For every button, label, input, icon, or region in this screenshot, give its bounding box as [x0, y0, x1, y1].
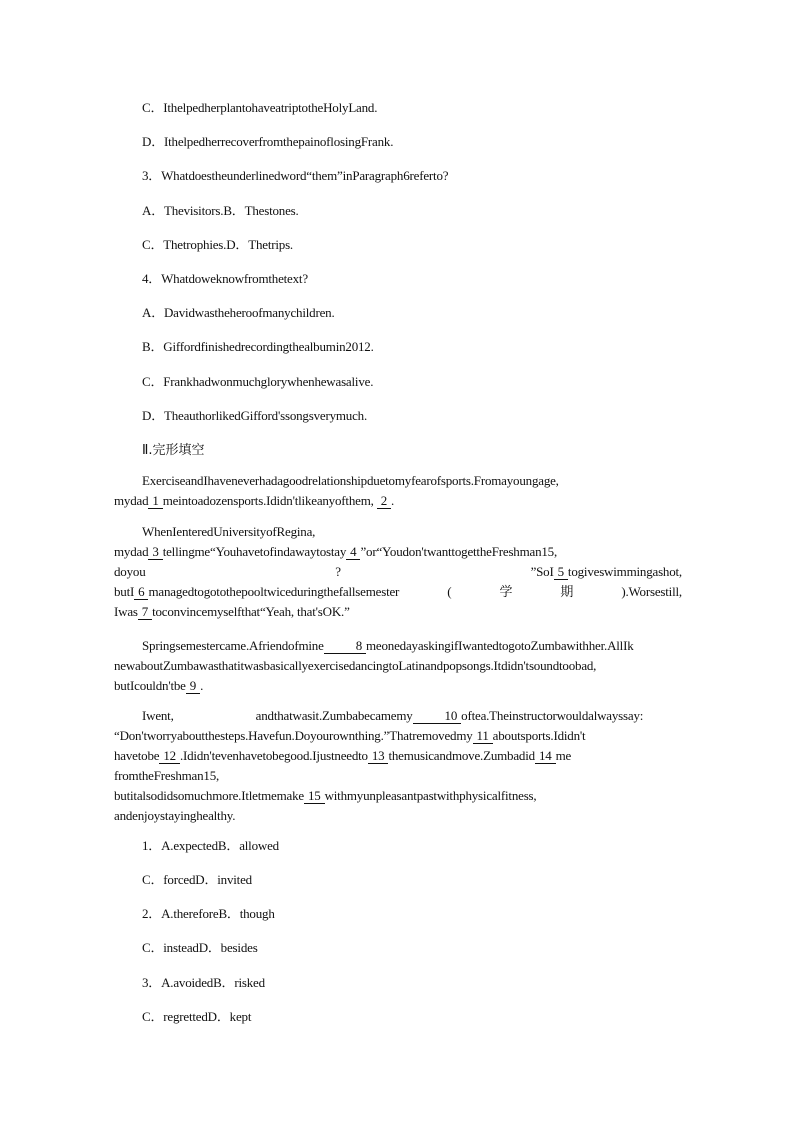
choice-1-cd: C．forcedD．invited — [142, 872, 252, 887]
text-run: . — [200, 678, 204, 693]
blank-5: 5 — [554, 565, 568, 580]
paragraph-line — [114, 582, 682, 602]
paragraph-line: WhenIenteredUniversityofRegina, — [142, 524, 316, 539]
choice-3-ab: 3．A.avoidedB．risked — [142, 975, 265, 990]
text-run — [531, 562, 682, 582]
q3-options-ab: A．Thevisitors.B．Thestones. — [142, 203, 299, 218]
text-run: 学 — [499, 584, 513, 599]
text-run: mydad — [114, 544, 149, 559]
text-run: managedtogotothepooltwiceduringthefallsemester — [148, 584, 400, 599]
choice-2-cd: C．insteadD．besides — [142, 940, 258, 955]
passage-paragraph-3 — [114, 636, 682, 696]
passage-paragraph-1 — [114, 471, 682, 511]
blank-1: 1 — [148, 494, 162, 509]
text-run: ? — [335, 564, 341, 579]
paragraph-line — [114, 562, 682, 582]
blank-6: 6 — [134, 585, 148, 600]
text-run: butitalsodidsomuchmore.Itletmemake — [114, 788, 304, 803]
text-run: ”SoI — [530, 564, 554, 579]
text-run: 期 — [560, 584, 574, 599]
text-run: ).Worsestill, — [621, 584, 682, 599]
q2-option-c: C．IthelpedherplantohaveatriptotheHolyLand. — [142, 100, 378, 115]
text-run: togiveswimmingashot, — [567, 564, 682, 579]
q3-options-cd: C．Thetrophies.D．Thetrips. — [142, 237, 293, 252]
text-run: ( — [447, 584, 452, 599]
paragraph-line — [114, 602, 682, 622]
text-run: ”or“Youdon'twanttogettheFreshman15, — [360, 544, 558, 559]
blank-13: 13 — [368, 749, 389, 764]
q4-stem: 4．Whatdoweknowfromthetext? — [142, 271, 308, 286]
choice-3-cd: C．regrettedD．kept — [142, 1009, 252, 1024]
paragraph-line — [114, 491, 682, 511]
text-run: themusicandmove.Zumbadid — [388, 748, 535, 763]
blank-3: 3 — [148, 545, 162, 560]
q3-stem: 3．Whatdoestheunderlinedword“them”inParagraph6referto? — [142, 168, 449, 183]
blank-15: 15 — [304, 789, 325, 804]
paragraph-line: andenjoystayinghealthy. — [114, 808, 236, 823]
text-run: withmyunpleasantpastwithphysicalfitness, — [324, 788, 537, 803]
text-run: tellingme“Youhavetofindawaytostay — [162, 544, 347, 559]
blank-8: 8 — [324, 639, 366, 654]
q4-option-a: A．Davidwastheheroofmanychildren. — [142, 305, 335, 320]
paragraph-line: newaboutZumbawasthatitwasbasicallyexercisedancingtoLatinandpopsongs.Itdidn'tsoundtoobad, — [114, 658, 597, 673]
blank-11: 11 — [473, 729, 493, 744]
q4-option-d: D．TheauthorlikedGifford'ssongsverymuch. — [142, 408, 368, 423]
text-run: Springsemestercame.Afriendofmine — [142, 638, 324, 653]
text-run: meintoadozensports.Ididn'tlikeanyofthem, — [162, 493, 374, 508]
paragraph-line — [114, 786, 682, 806]
blank-14: 14 — [535, 749, 556, 764]
passage-paragraph-4 — [114, 706, 682, 826]
text-run: “Don'tworryaboutthesteps.Havefun.Doyourownthing.”Thatremovedmy — [114, 728, 473, 743]
text-run: doyou — [114, 564, 146, 579]
paragraph-line — [114, 726, 682, 746]
blank-7: 7 — [138, 605, 152, 620]
blank-4: 4 — [346, 545, 360, 560]
blank-2: 2 — [377, 494, 391, 509]
choice-1-ab: 1．A.expectedB．allowed — [142, 838, 279, 853]
blank-10: 10 — [413, 709, 462, 724]
paragraph-line — [114, 636, 682, 656]
paragraph-line: ExerciseandIhaveneverhadagoodrelationshipduetomyfearofsports.Fromayoungage, — [142, 473, 559, 488]
text-run: Iwas — [114, 604, 138, 619]
text-run — [114, 582, 399, 602]
q4-option-c: C．Frankhadwonmuchglorywhenhewasalive. — [142, 374, 374, 389]
text-run: toconvincemyselfthat“Yeah, that'sOK.” — [152, 604, 350, 619]
section-title: Ⅱ.完形填空 — [142, 443, 205, 458]
text-run: oftea.Theinstructorwouldalwayssay: — [461, 708, 644, 723]
text-run: Iwent, — [142, 708, 174, 723]
text-run: me — [555, 748, 572, 763]
text-run: butIcouldn'tbe — [114, 678, 186, 693]
paragraph-line: fromtheFreshman15, — [114, 768, 220, 783]
q4-option-b: B．Giffordfinishedrecordingthealbumin2012. — [142, 339, 374, 354]
text-run: . — [391, 493, 395, 508]
text-run: aboutsports.Ididn't — [492, 728, 586, 743]
paragraph-line — [114, 676, 682, 696]
choice-2-ab: 2．A.thereforeB．though — [142, 906, 275, 921]
paragraph-line — [114, 542, 682, 562]
text-run: .Ididn'tevenhavetobegood.Ijustneedto — [179, 748, 368, 763]
text-run: butI — [114, 584, 135, 599]
text-run: havetobe — [114, 748, 160, 763]
paragraph-line — [114, 746, 682, 766]
blank-9: 9 — [186, 679, 200, 694]
text-run: meonedayaskingifIwantedtogotoZumbawithher.AllIk — [366, 638, 634, 653]
q2-option-d: D．IthelpedherrecoverfromthepainoflosingFrank. — [142, 134, 394, 149]
passage-paragraph-2 — [114, 522, 682, 622]
paragraph-line — [114, 706, 682, 726]
blank-12: 12 — [159, 749, 180, 764]
text-run: andthatwasit.Zumbabecamemy — [255, 708, 413, 723]
text-run: mydad — [114, 493, 149, 508]
